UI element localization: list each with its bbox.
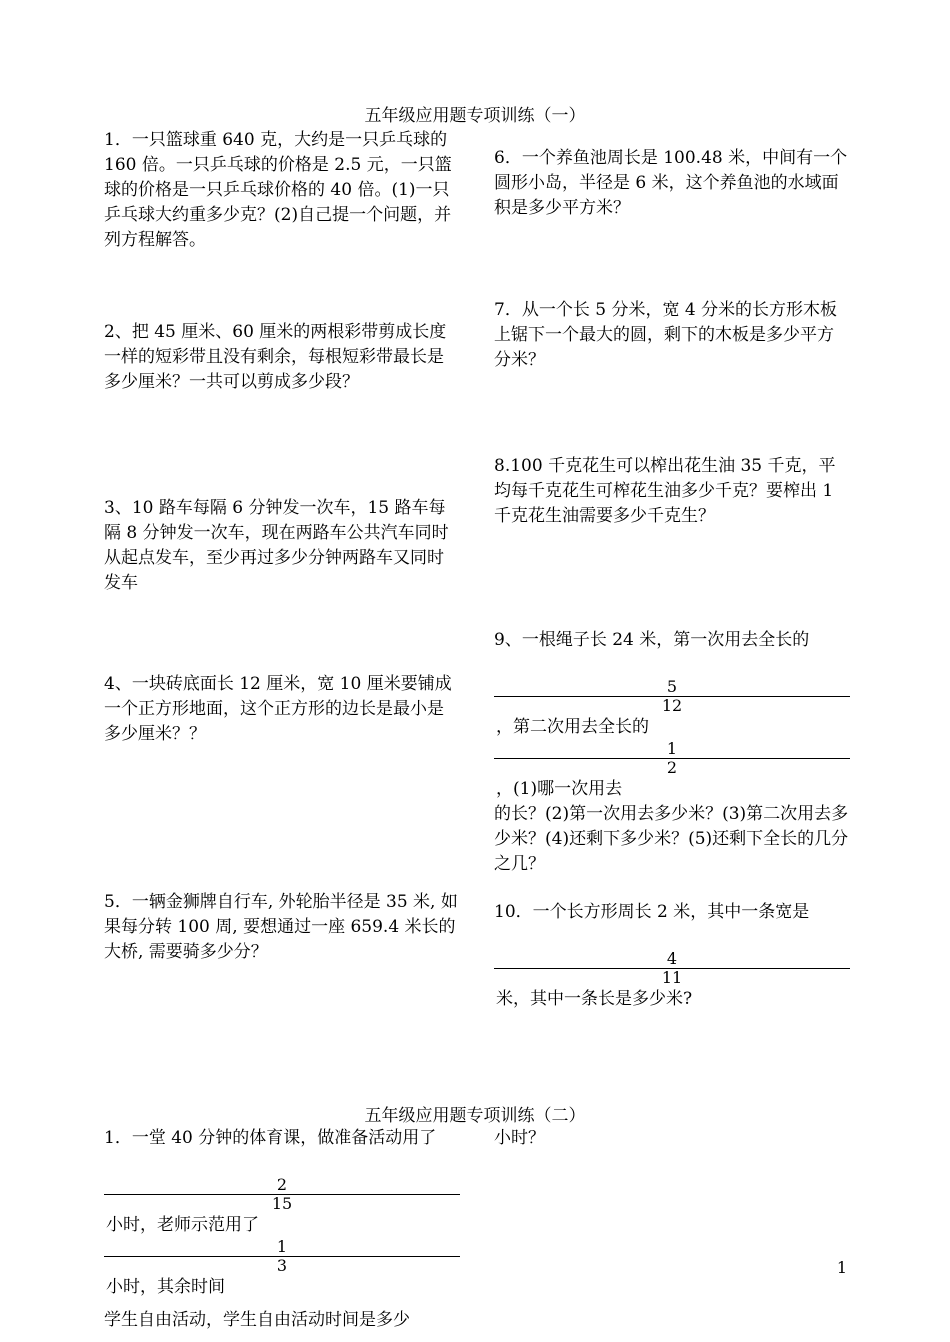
q9-rest: 的长？(2)第一次用去多少米？(3)第二次用去多少米？(4)还剩下多少米？(5)还剩下全长的几分之几？	[494, 804, 849, 874]
question-1: 1．一只篮球重 640 克，大约是一只乒乓球的 160 倍。一只乒乓球的价格是 2.5 元，一只篮球的价格是一只乒乓球价格的 40 倍。(1)一只乒乓球大约重多少克？(2)自己提一个问题，并列方程解答。	[104, 130, 452, 250]
question-10	[494, 900, 850, 1012]
q10-after: 米，其中一条长是多少米?	[496, 989, 693, 1009]
question-9	[494, 628, 850, 877]
s2q1-fraction-1: 2 15	[104, 1176, 460, 1213]
s2q1-fraction-2: 1 3	[104, 1238, 460, 1275]
q10-line1: 10．一个长方形周长 2 米，其中一条宽是	[494, 902, 810, 922]
q9-after: ，(1)哪一次用去	[496, 779, 623, 799]
question-3: 3、10 路车每隔 6 分钟发一次车，15 路车每隔 8 分钟发一次车，现在两路车公共汽车同时从起点发车，至少再过多少分钟两路车又同时发车	[104, 498, 449, 593]
s2q1-mid: 小时，老师示范用了	[106, 1215, 259, 1235]
question-7: 7．从一个长 5 分米，宽 4 分米的长方形木板上锯下一个最大的圆，剩下的木板是多少平方分米？	[494, 300, 838, 370]
s2q1-rest: 学生自由活动，学生自由活动时间是多少	[104, 1310, 410, 1330]
q9-fraction-2: 1 2	[494, 740, 850, 777]
q9-fraction-1: 5 12	[494, 678, 850, 715]
s2q1-line1: 1．一堂 40 分钟的体育课，做准备活动用了	[104, 1128, 437, 1148]
question-6: 6．一个养鱼池周长是 100.48 米，中间有一个圆形小岛，半径是 6 米，这个养鱼池的水域面积是多少平方米？	[494, 148, 848, 218]
section2-title: 五年级应用题专项训练（二）	[364, 1106, 586, 1126]
q9-line1: 9、一根绳子长 24 米，第一次用去全长的	[494, 630, 810, 650]
section1-title: 五年级应用题专项训练（一）	[364, 106, 586, 126]
question-4: 4、一块砖底面长 12 厘米，宽 10 厘米要铺成一个正方形地面，这个正方形的边长是最小是多少厘米？？	[104, 674, 452, 744]
s2q1-after: 小时，其余时间	[106, 1277, 225, 1297]
question-8: 8.100 千克花生可以榨出花生油 35 千克，平均每千克花生可榨花生油多少千克？要榨出 1 千克花生油需要多少千克生？	[494, 456, 836, 526]
question-5: 5．一辆金狮牌自行车, 外轮胎半径是 35 米, 如果每分转 100 周, 要想通过一座 659.4 米长的大桥, 需要骑多少分？	[104, 892, 458, 962]
question-2: 2、把 45 厘米、60 厘米的两根彩带剪成长度一样的短彩带且没有剩余，每根短彩带最长是多少厘米？一共可以剪成多少段？	[104, 322, 447, 392]
section2-question-1	[104, 1126, 460, 1340]
section2-question-1-continued: 小时？	[494, 1128, 545, 1148]
page-number: 1	[836, 1258, 847, 1277]
q9-mid: ，第二次用去全长的	[496, 717, 649, 737]
q10-fraction: 4 11	[494, 950, 850, 987]
